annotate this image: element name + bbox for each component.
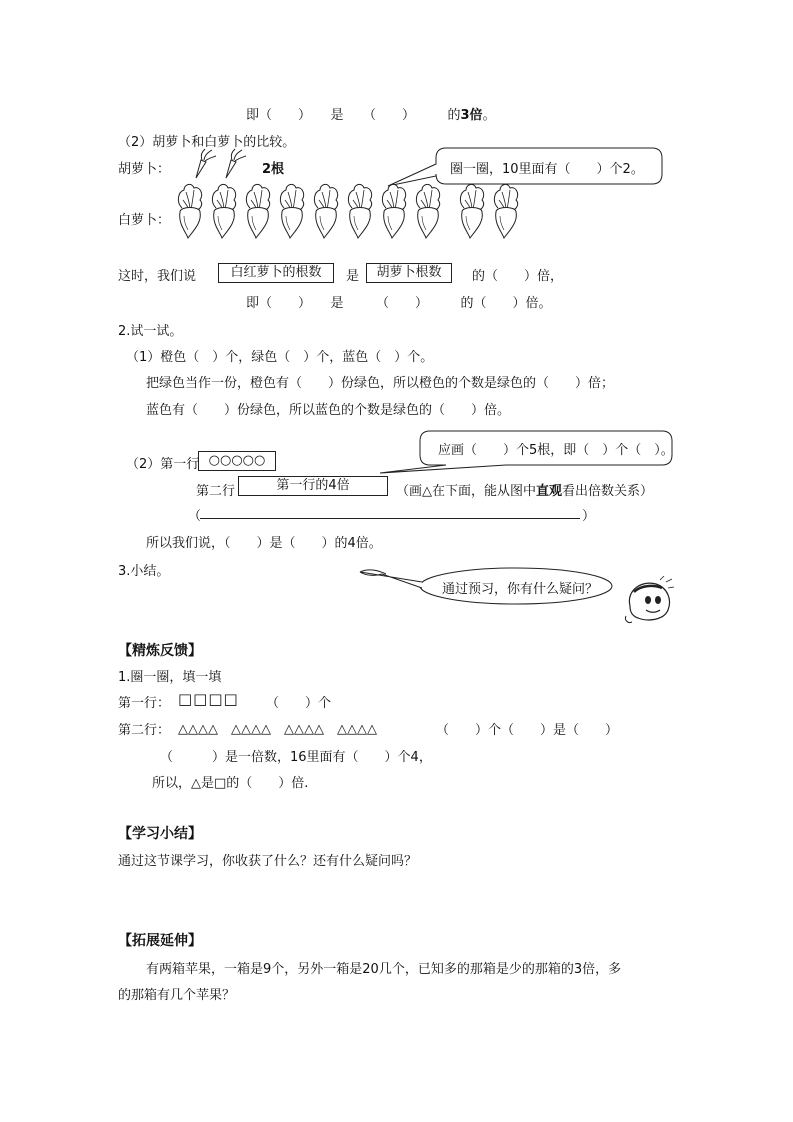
fb-row1-blank: （ ）个 [266,696,332,711]
fb-row1-shapes: □□□□ [178,690,239,708]
fb-line3: （ ）是一倍数，16里面有（ ）个4， [160,750,432,765]
q2-conclusion: 所以我们说，（ ）是（ ）的4倍。 [146,536,382,551]
radish-icon [456,182,488,242]
fb-row2-shapes: △△△△ △△△△ △△△△ △△△△ [178,722,377,737]
fb-row1-label: 第一行： [118,696,171,711]
fb-row2-label: 第二行： [118,723,171,738]
speech-bubble-question [356,566,636,608]
radish-icon [412,182,444,242]
radish-icon [242,182,274,242]
extension-title: 【拓展延伸】 [118,933,202,949]
carrot-label: 胡萝卜： [118,162,171,177]
line-ji-blanks: 即（ ） 是 （ ） 的（ ）倍。 [246,296,552,311]
box-carrot-count: 胡萝卜根数 [366,263,452,283]
line-ji-bold: 3倍 [460,108,483,123]
answer-line [200,518,580,519]
fb-row2-blank: （ ）个（ ）是（ ） [436,723,619,738]
feedback-q1: 1.圈一圈，填一填 [118,670,222,685]
study-summary-title: 【学习小结】 [118,826,202,842]
line-ji-3bei [246,104,496,123]
row2-label: 第二行 [196,484,236,499]
extension-text-1: 有两箱苹果，一箱是9个，另外一箱是20几个，已知多的那箱是少的那箱的3倍，多 [146,962,622,977]
radish-row [174,182,546,242]
paren-close: ） [582,509,596,524]
say-suffix: 的（ ）倍， [472,269,564,284]
radish-icon [344,182,376,242]
q1-orange-line: 把绿色当作一份，橙色有（ ）份绿色，所以橙色的个数是绿色的（ ）倍； [146,376,615,391]
paren-open: （ [188,509,202,524]
q1-blue-line: 蓝色有（ ）份绿色，所以蓝色的个数是绿色的（ ）倍。 [146,403,511,418]
say-is: 是 [346,269,360,284]
radish-icon [174,182,206,242]
carrot-count: 2根 [262,162,285,177]
line-ji-end: 。 [482,108,496,123]
row2-note-b: 看出倍数关系） [562,484,654,499]
section-2-title: 2.试一试。 [118,324,183,339]
box-white-radish-count: 白红萝卜的根数 [218,263,334,283]
row2-note-bold: 直观 [536,484,563,499]
radish-icon [208,182,240,242]
extension-text-2: 的那箱有几个苹果？ [118,988,236,1003]
feedback-title: 【精炼反馈】 [118,643,202,659]
q1-count-line: （1）橙色（ ）个，绿色（ ）个，蓝色（ ）个。 [126,350,434,365]
q2-prefix: （2）第一行 [126,457,200,472]
speech-bubble-draw [376,429,676,475]
say-prefix: 这时，我们说 [118,269,197,284]
row2-box: 第一行的4倍 [238,476,388,496]
study-summary-text: 通过这节课学习，你收获了什么？还有什么疑问吗？ [118,854,418,869]
speech-bubble-1-text: 圈一圈，10里面有（ ）个2。 [450,162,644,177]
speech-bubble-2-text: 应画（ ）个5根，即（ ）个（ ）。 [438,443,674,458]
row2-note-a: （画△在下面，能从图中 [396,484,536,499]
radish-icon [310,182,342,242]
line-ji-text: 即（ ） 是 （ ） 的 [246,108,461,123]
carrot-icon [192,148,218,180]
speech-bubble-3-text: 通过预习，你有什么疑问？ [442,582,599,597]
radish-icon [378,182,410,242]
row2-note [396,480,653,499]
summary-label: 3.小结。 [118,564,170,579]
subquestion-2-title: （2）胡萝卜和白萝卜的比较。 [118,135,296,150]
carrot-icon [222,148,248,180]
radish-icon [490,182,522,242]
radish-label: 白萝卜： [118,213,171,228]
radish-icon [276,182,308,242]
fb-line4: 所以，△是□的（ ）倍. [152,776,309,791]
cartoon-boy-icon [620,576,676,626]
row1-circles-box: ○○○○○ [198,451,276,471]
